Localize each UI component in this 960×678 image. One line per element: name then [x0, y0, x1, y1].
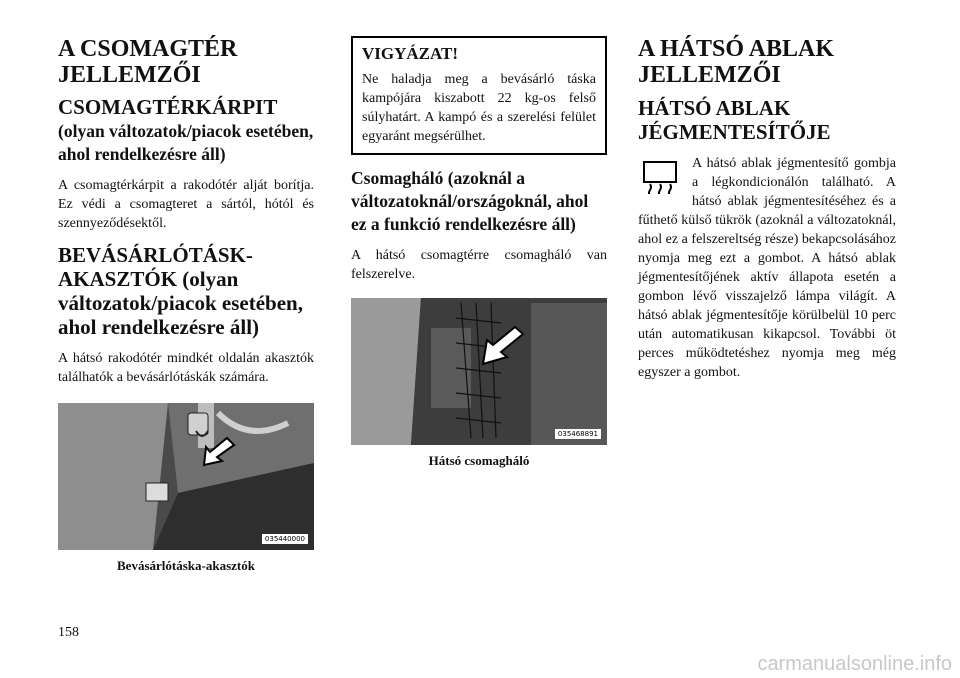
cargo-net-illustration	[351, 298, 607, 445]
column-left	[58, 36, 314, 574]
figure-caption: Bevásárlótáska-akasztók	[117, 558, 255, 573]
text-rear-defroster: A hátsó ablak jégmentesítő gombja a légkondicionálón található. A hátsó ablak jégmentesítéséhez és a fűthető külső tükrök (azoknál a változatoknál, ahol ez a felszereltség része) bekapcsolásához nyomja meg ezt a gombot. A hátsó ablak jégmentesítőjének aktív állapota esetén a gombon lévő visszajelző lámpa világít. A hátsó ablak jégmentesítője körülbelül 10 perc után automatikusan kikapcsol. További öt perces működtetéshez nyomja meg még egyszer a gombot.	[638, 156, 896, 380]
warning-text: Ne haladja meg a bevásárló táska kampójára kiszabott 22 kg-os felső súlyhatárt. A kampó és a szerelési felület egyaránt megsérülhet.	[362, 72, 596, 144]
warning-title: VIGYÁZAT!	[362, 44, 459, 63]
heading-rear-defroster: HÁTSÓ ABLAK JÉGMENTESÍTŐJE	[638, 96, 831, 144]
text-cargo-liner: A csomagtérkárpit a rakodótér alját borítja. Ez védi a csomagteret a sártól, hótól és szennyeződésektől.	[58, 178, 314, 231]
column-middle	[351, 36, 607, 469]
page-number: 158	[58, 625, 79, 640]
heading-grocery-hooks: BEVÁSÁRLÓTÁSK-AKASZTÓK (olyan változatok/piacok esetében, ahol rendelkezésre áll)	[58, 243, 303, 339]
defroster-block	[638, 154, 896, 382]
subheading-cargo-liner: (olyan változatok/piacok esetében, ahol rendelkezésre áll)	[58, 121, 314, 164]
warning-box	[351, 36, 607, 155]
figure-cargo-net	[351, 298, 607, 445]
column-right	[638, 36, 896, 382]
figure-caption: Hátsó csomagháló	[428, 453, 530, 468]
heading-cargo-liner: CSOMAGTÉRKÁRPIT	[58, 95, 278, 119]
watermark: carmanualsonline.info	[757, 653, 952, 675]
text-grocery-hooks: A hátsó rakodótér mindkét oldalán akasztók találhatók a bevásárlótáskák számára.	[58, 351, 314, 385]
figure-code: 035468891	[555, 429, 601, 439]
section-title-rear-window: A HÁTSÓ ABLAK JELLEMZŐI	[638, 36, 835, 88]
figure-grocery-hooks	[58, 403, 314, 550]
grocery-hook-illustration	[58, 403, 314, 550]
rear-defrost-icon	[642, 160, 678, 194]
heading-cargo-net: Csomagháló (azoknál a változatoknál/országoknál, ahol ez a funkció rendelkezésre áll)	[351, 168, 589, 234]
text-cargo-net: A hátsó csomagtérre csomagháló van felszerelve.	[351, 248, 607, 282]
section-title-cargo: A CSOMAGTÉR JELLEMZŐI	[58, 36, 238, 88]
figure-code: 035440000	[262, 534, 308, 544]
